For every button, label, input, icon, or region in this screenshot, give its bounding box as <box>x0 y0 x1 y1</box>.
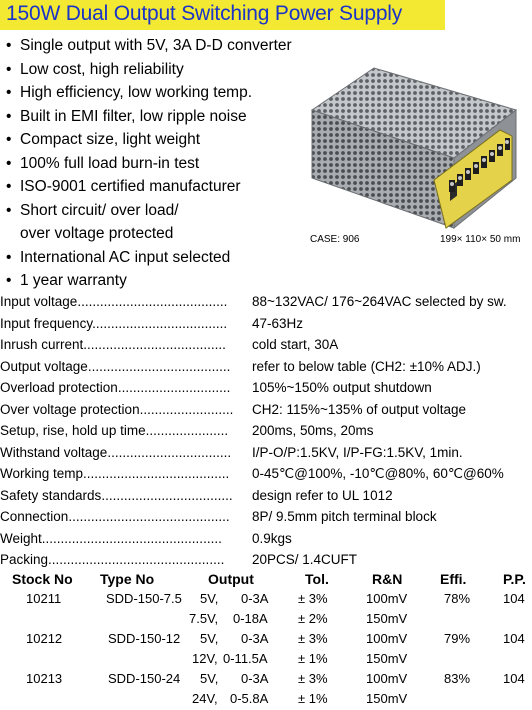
spec-label <box>0 294 227 309</box>
spec-label-text: Output voltage <box>0 358 88 374</box>
spec-value: 105%~150% output shutdown <box>252 380 432 395</box>
case-dimensions: 199× 110× 50 mm <box>440 234 521 245</box>
spec-leader-dots: ................................... <box>101 487 233 503</box>
case-label: CASE: 906 <box>310 234 360 245</box>
spec-leader-dots: .............................. <box>117 380 231 395</box>
feature-item <box>6 58 292 82</box>
cell-type: SDD-150-24 <box>108 671 181 686</box>
feature-text: Built in EMI filter, low ripple noise <box>20 107 247 125</box>
cell-a: 0-18A <box>233 611 268 626</box>
spec-label <box>0 402 233 417</box>
feature-item <box>6 34 292 58</box>
cell-stock: 10213 <box>26 671 63 686</box>
cell-rn: 150mV <box>366 691 408 706</box>
spec-label <box>0 445 231 460</box>
feature-text: Short circuit/ over load/ <box>20 201 179 219</box>
header-output: Output <box>208 571 254 587</box>
spec-value: refer to below table (CH2: ±10% ADJ.) <box>252 358 481 374</box>
cell-tol: ± 3% <box>298 671 328 686</box>
feature-item <box>6 199 292 223</box>
bullet-icon: • <box>6 107 12 125</box>
cell-a: 0-5.8A <box>230 691 269 706</box>
spec-row <box>0 400 532 422</box>
cell-a: 0-11.5A <box>223 651 268 666</box>
spec-label-text: Input voltage <box>0 294 78 309</box>
spec-leader-dots: ................................. <box>107 444 232 460</box>
cell-rn: 100mV <box>366 671 408 686</box>
spec-row <box>0 378 532 400</box>
feature-item <box>6 128 292 152</box>
table-row <box>0 649 532 669</box>
spec-label-text: Working temp <box>0 466 84 481</box>
spec-label <box>0 359 230 374</box>
table-row <box>0 609 532 629</box>
bullet-icon: • <box>6 248 12 266</box>
spec-label <box>0 337 226 352</box>
spec-value: 0-45℃@100%, -10℃@80%, 60℃@60% <box>252 466 504 481</box>
spec-leader-dots: ...................................... <box>87 358 231 374</box>
spec-row <box>0 314 532 336</box>
spec-value: 0.9kgs <box>252 530 292 546</box>
spec-label-text: Input frequency <box>0 315 93 331</box>
spec-row <box>0 357 532 379</box>
cell-v: 5V, <box>200 631 219 646</box>
feature-text: Low cost, high reliability <box>20 60 184 78</box>
spec-label <box>0 423 228 438</box>
feature-text: 100% full load burn-in test <box>20 154 200 172</box>
bullet-icon: • <box>6 37 12 54</box>
cell-effi: 79% <box>444 631 471 646</box>
feature-item <box>6 246 292 270</box>
bullet-icon: • <box>6 154 12 172</box>
spec-label <box>0 531 222 546</box>
bullet-icon: • <box>6 131 12 148</box>
spec-label <box>0 466 229 481</box>
spec-leader-dots: ......................... <box>139 401 234 417</box>
table-row <box>0 629 532 649</box>
cell-rn: 150mV <box>366 651 408 666</box>
spec-value: 47-63Hz <box>252 315 304 331</box>
feature-item <box>6 152 292 176</box>
spec-leader-dots: ................................................ <box>41 530 222 546</box>
feature-text: High efficiency, low working temp. <box>20 84 253 101</box>
cell-v: 7.5V, <box>189 611 219 626</box>
spec-leader-dots: ...................... <box>145 423 229 438</box>
spec-label-text: Withstand voltage <box>0 444 108 460</box>
feature-text: ISO-9001 certified manufacturer <box>20 178 241 195</box>
bullet-icon: • <box>6 84 12 101</box>
cell-type: SDD-150-12 <box>108 631 181 646</box>
header-effi: Effi. <box>440 571 467 587</box>
feature-text: Single output with 5V, 3A D-D converter <box>20 37 292 54</box>
cell-pp: 104 <box>503 631 525 646</box>
spec-label <box>0 488 233 503</box>
spec-leader-dots: ....................................... <box>83 466 230 481</box>
cell-effi: 83% <box>444 671 471 686</box>
bullet-icon: • <box>6 201 12 219</box>
table-row <box>0 589 532 609</box>
cell-pp: 104 <box>503 671 525 686</box>
table-row <box>0 669 532 689</box>
cell-v: 5V, <box>200 671 219 686</box>
feature-text: International AC input selected <box>20 248 231 266</box>
cell-a: 0-3A <box>241 591 269 606</box>
cell-rn: 100mV <box>366 591 408 606</box>
spec-row <box>0 486 532 508</box>
feature-item <box>6 105 292 129</box>
bullet-icon: • <box>6 60 12 78</box>
spec-value: 200ms, 50ms, 20ms <box>252 423 374 438</box>
spec-label-text: Weight <box>0 530 42 546</box>
spec-row <box>0 507 532 529</box>
spec-row <box>0 335 532 357</box>
spec-label <box>0 316 227 331</box>
header-rn: R&N <box>372 571 403 587</box>
power-supply-image <box>304 60 524 235</box>
bullet-icon: • <box>6 272 12 289</box>
spec-leader-dots: ............................................... <box>48 552 225 567</box>
cell-tol: ± 3% <box>298 591 328 606</box>
cell-rn: 150mV <box>366 611 408 626</box>
spec-label-text: Connection <box>0 509 69 524</box>
title-bar <box>0 0 445 30</box>
bullet-icon: • <box>6 178 12 195</box>
spec-leader-dots: ........................................ <box>77 294 228 309</box>
spec-leader-dots: .................................... <box>92 315 228 331</box>
product-photo <box>304 60 524 235</box>
spec-value: 88~132VAC/ 176~264VAC selected by sw. <box>252 294 507 309</box>
header-tol: Tol. <box>305 571 329 587</box>
feature-item <box>6 175 292 199</box>
cell-type: SDD-150-7.5 <box>106 591 182 606</box>
spec-label-text: Packing <box>0 552 49 567</box>
cell-a: 0-3A <box>241 631 269 646</box>
spec-label <box>0 509 230 524</box>
header-pp: P.P. <box>503 571 526 587</box>
header-stock-no: Stock No <box>12 571 73 587</box>
cell-v: 12V, <box>192 651 218 666</box>
cell-v: 24V, <box>192 691 218 706</box>
spec-label-text: Overload protection <box>0 380 118 395</box>
cell-tol: ± 1% <box>298 691 328 706</box>
spec-label <box>0 552 224 567</box>
spec-row <box>0 464 532 486</box>
table-header <box>0 569 532 589</box>
spec-label-text: Inrush current <box>0 337 84 352</box>
cell-tol: ± 3% <box>298 631 328 646</box>
feature-list <box>6 34 292 293</box>
spec-row <box>0 443 532 465</box>
feature-text: over voltage protected <box>20 225 174 242</box>
spec-value: design refer to UL 1012 <box>252 487 393 503</box>
spec-value: 20PCS/ 1.4CUFT <box>252 552 358 567</box>
spec-leader-dots: ...................................... <box>83 337 226 352</box>
cell-tol: ± 2% <box>298 611 328 626</box>
cell-a: 0-3A <box>241 671 269 686</box>
page-title: 150W Dual Output Switching Power Supply <box>6 2 403 25</box>
spec-label-text: Safety standards <box>0 487 102 503</box>
spec-list <box>0 292 532 572</box>
spec-label-text: Over voltage protection <box>0 401 140 417</box>
spec-row <box>0 529 532 551</box>
cell-tol: ± 1% <box>298 651 328 666</box>
cell-stock: 10211 <box>26 591 62 606</box>
feature-item <box>6 81 292 105</box>
spec-label <box>0 380 230 395</box>
feature-text: Compact size, light weight <box>20 131 201 148</box>
spec-row <box>0 421 532 443</box>
spec-row <box>0 292 532 314</box>
cell-pp: 104 <box>503 591 525 606</box>
cell-v: 5V, <box>200 591 219 606</box>
feature-item <box>6 222 292 246</box>
header-type-no: Type No <box>100 571 155 587</box>
spec-leader-dots: ........................................... <box>68 509 230 524</box>
cell-stock: 10212 <box>26 631 63 646</box>
cell-rn: 100mV <box>366 631 408 646</box>
spec-value: CH2: 115%~135% of output voltage <box>252 401 467 417</box>
feature-text: 1 year warranty <box>20 272 127 289</box>
spec-label-text: Setup, rise, hold up time <box>0 423 146 438</box>
spec-value: cold start, 30A <box>252 337 339 352</box>
spec-value: I/P-O/P:1.5KV, I/P-FG:1.5KV, 1min. <box>252 444 463 460</box>
spec-value: 8P/ 9.5mm pitch terminal block <box>252 509 437 524</box>
table-row <box>0 689 532 709</box>
cell-effi: 78% <box>444 591 471 606</box>
feature-item <box>6 269 292 293</box>
